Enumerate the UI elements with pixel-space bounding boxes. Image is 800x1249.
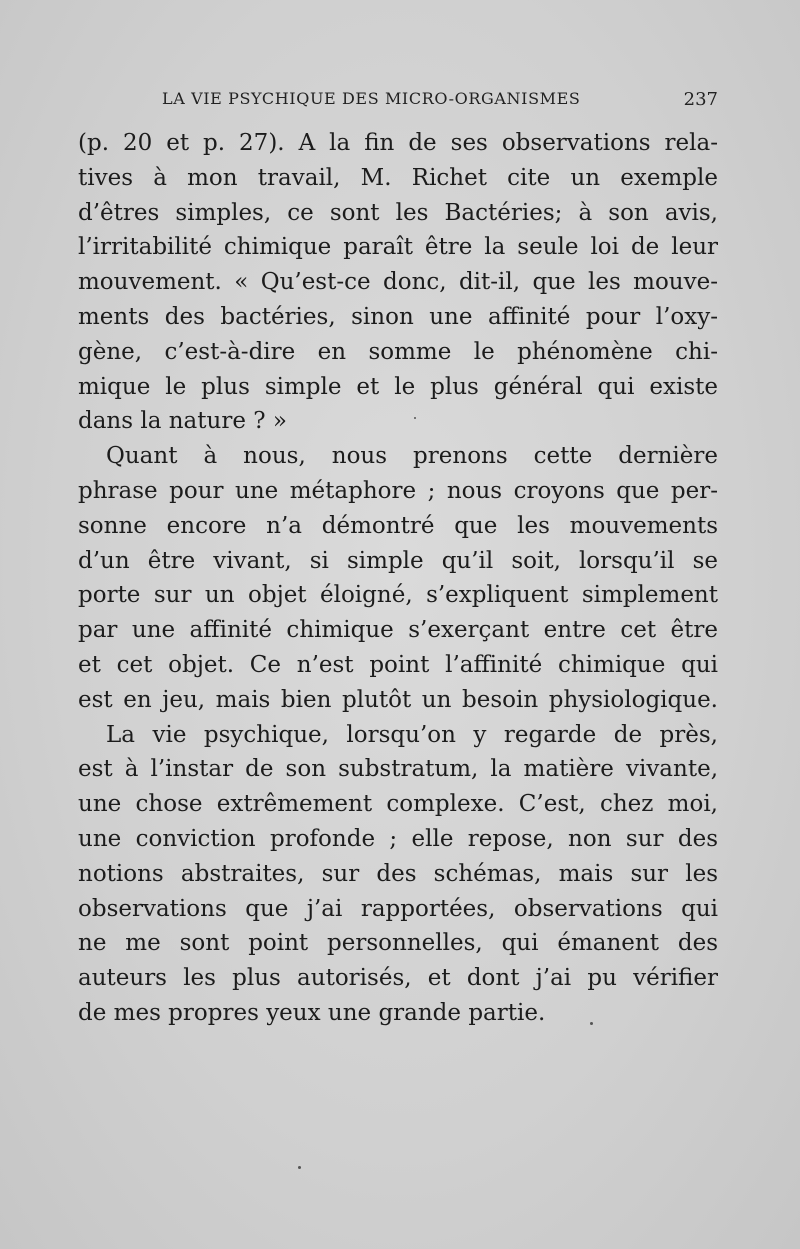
text-line: notions abstraites, sur des schémas, mais sur les	[78, 860, 718, 887]
text-line: mique le plus simple et le plus général qui existe	[78, 373, 718, 400]
page-number: 237	[683, 89, 718, 110]
body-text	[78, 126, 718, 1031]
paper-speck	[414, 417, 416, 419]
text-line: gène, c’est-à-dire en somme le phénomène chi-	[78, 338, 718, 365]
text-line: une conviction profonde ; elle repose, non sur des	[78, 825, 718, 852]
text-line: phrase pour une métaphore ; nous croyons que per-	[78, 477, 718, 504]
running-head-title: LA VIE PSYCHIQUE DES MICRO-ORGANISMES	[162, 89, 581, 108]
text-line: dans la nature ? »	[78, 408, 287, 435]
text-line: tives à mon travail, M. Richet cite un exemple	[78, 164, 718, 191]
text-line: l’irritabilité chimique paraît être la seule loi de leur	[78, 234, 718, 261]
text-line: et cet objet. Ce n’est point l’affinité chimique qui	[78, 651, 718, 678]
paper-speck	[298, 1166, 301, 1169]
text-line: est en jeu, mais bien plutôt un besoin physiologique.	[78, 686, 718, 713]
text-line: mouvement. « Qu’est-ce donc, dit-il, que les mouve-	[78, 269, 718, 296]
paragraph-start-line: Quant à nous, nous prenons cette dernière	[106, 443, 718, 470]
text-line: par une affinité chimique s’exerçant entre cet être	[78, 617, 718, 644]
text-line: ments des bactéries, sinon une affinité pour l’oxy-	[78, 303, 718, 330]
text-line: ne me sont point personnelles, qui émanent des	[78, 930, 718, 957]
text-line: auteurs les plus autorisés, et dont j’ai pu vérifier	[78, 965, 718, 992]
text-line: porte sur un objet éloigné, s’expliquent simplement	[78, 582, 718, 609]
text-line: observations que j’ai rapportées, observations qui	[78, 895, 718, 922]
running-head	[162, 89, 718, 113]
text-line: sonne encore n’a démontré que les mouvements	[78, 512, 718, 539]
paragraph-start-line: La vie psychique, lorsqu’on y regarde de près,	[106, 721, 718, 748]
text-line: est à l’instar de son substratum, la matière vivante,	[78, 756, 718, 783]
text-line: d’un être vivant, si simple qu’il soit, lorsqu’il se	[78, 547, 718, 574]
text-line: d’êtres simples, ce sont les Bactéries; à son avis,	[78, 199, 718, 226]
text-line: de mes propres yeux une grande partie.	[78, 999, 546, 1026]
paper-speck	[590, 1022, 593, 1025]
text-line: une chose extrêmement complexe. C’est, chez moi,	[78, 791, 718, 818]
text-line: (p. 20 et p. 27). A la fin de ses observations rela-	[78, 130, 718, 156]
